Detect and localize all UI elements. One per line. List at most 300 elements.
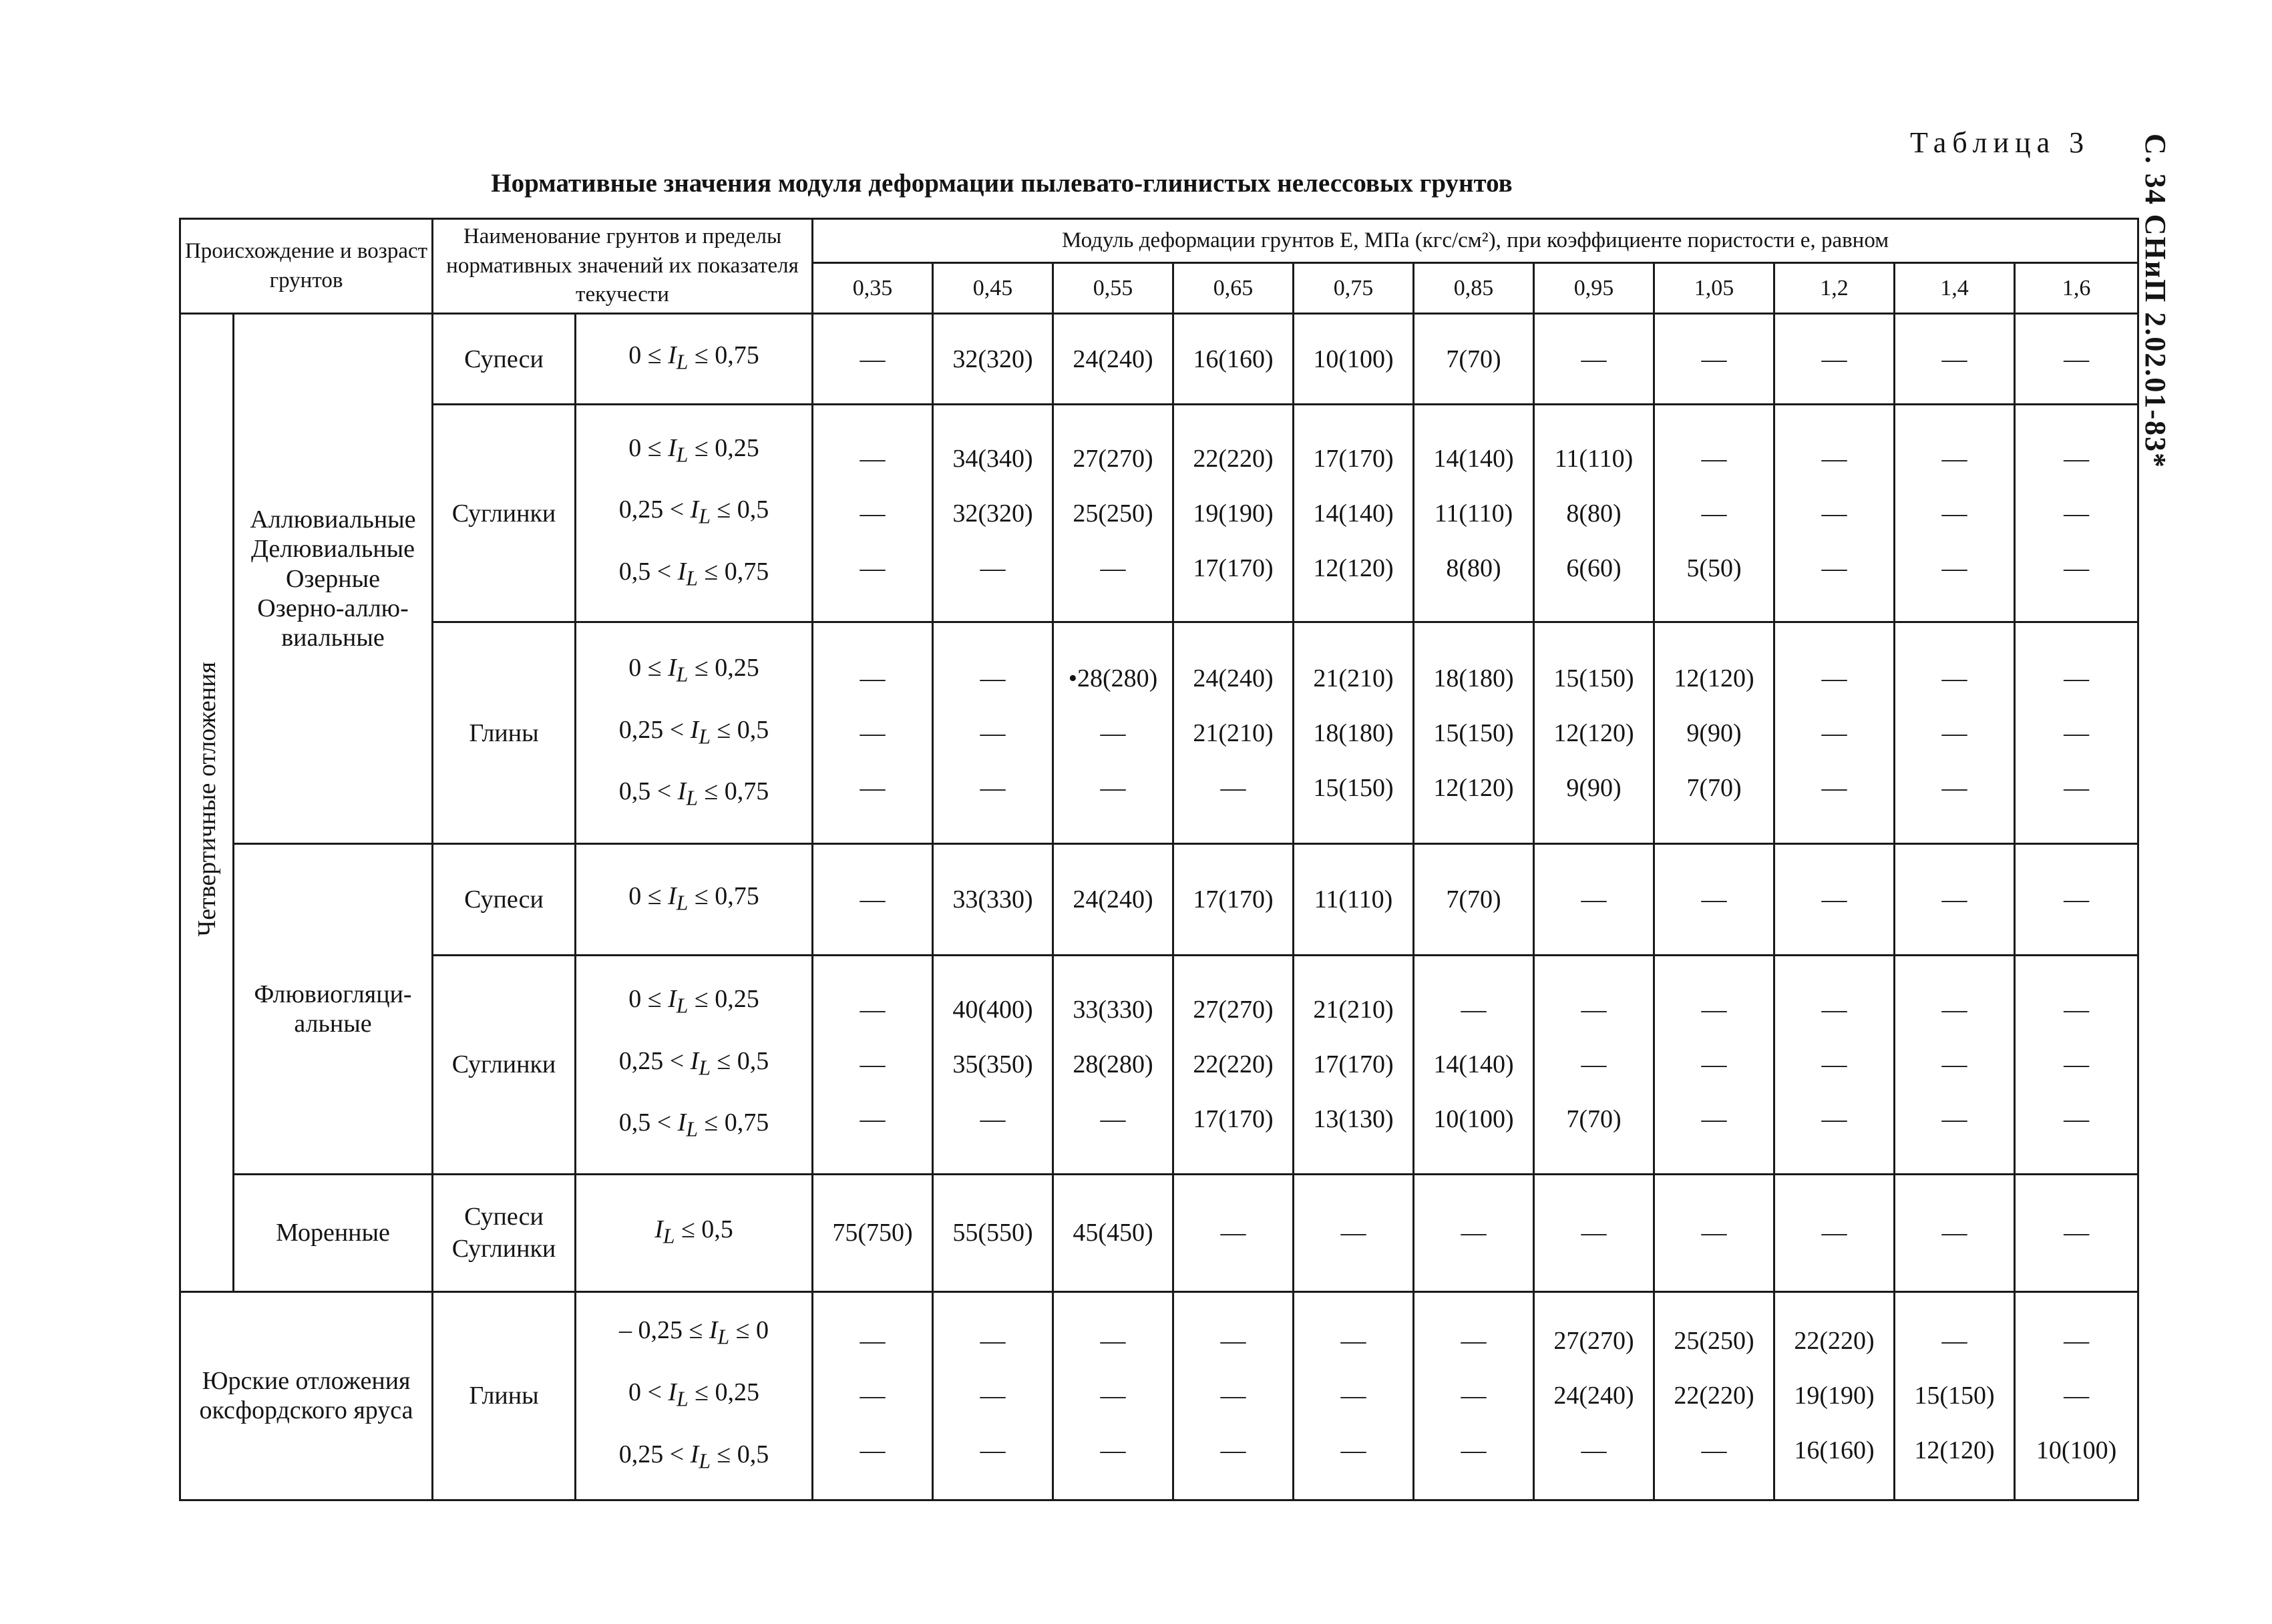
modulus-value-text: 7(70) xyxy=(1446,345,1501,373)
porosity-e-035: 0,35 xyxy=(813,263,933,314)
modulus-value: — xyxy=(1220,1327,1246,1356)
modulus-value-text: — xyxy=(1461,1219,1487,1247)
modulus-value: 27(270) xyxy=(1553,1327,1634,1356)
modulus-value: 5(50) xyxy=(1686,554,1742,582)
modulus-value: 24(240) xyxy=(1553,1382,1634,1410)
modulus-value: 15(150) xyxy=(1914,1382,1995,1410)
soil-name: Суглинки xyxy=(433,405,576,622)
modulus-value: — xyxy=(860,1436,886,1465)
modulus-value: — xyxy=(860,1105,886,1134)
modulus-value xyxy=(1173,314,1294,405)
modulus-value: — xyxy=(1701,1436,1727,1465)
modulus-value: 14(140) xyxy=(1313,499,1394,528)
modulus-value: — xyxy=(1100,1436,1126,1465)
alluvial-line: виальные xyxy=(281,624,385,652)
modulus-value: — xyxy=(980,664,1006,692)
condition-stack xyxy=(576,640,811,826)
modulus-value xyxy=(1774,1174,1895,1291)
modulus-value: 7(70) xyxy=(1566,1105,1622,1134)
condition-suffix: ≤ 0,25 xyxy=(688,1378,760,1407)
liquidity-index-subscript: L xyxy=(686,1118,698,1141)
modulus-value-stack xyxy=(1775,651,1893,815)
alluvial-line: Аллювиальные xyxy=(250,505,416,534)
modulus-value: 12(120) xyxy=(1553,719,1634,747)
alluvial-line: Озерные xyxy=(285,564,381,593)
modulus-value-stack xyxy=(934,431,1052,596)
modulus-value-stack xyxy=(2016,431,2137,596)
modulus-value-text: 7(70) xyxy=(1446,885,1501,914)
liquidity-index-symbol: I xyxy=(690,1440,699,1468)
liquidity-index-symbol: I xyxy=(677,777,687,806)
modulus-value-text: — xyxy=(1701,345,1727,373)
modulus-value-group xyxy=(1534,955,1654,1174)
modulus-value-stack xyxy=(1054,431,1172,596)
group-jurassic xyxy=(180,1291,433,1500)
modulus-value-group xyxy=(1294,1291,1414,1500)
modulus-value: 11(110) xyxy=(1554,444,1634,473)
condition xyxy=(576,1202,811,1264)
porosity-e-14: 1,4 xyxy=(1895,263,2015,314)
modulus-value-group xyxy=(1173,1291,1294,1500)
modulus-value: 7(70) xyxy=(1686,773,1742,802)
modulus-value xyxy=(1895,1174,2015,1291)
modulus-value: 18(180) xyxy=(1433,664,1514,692)
modulus-value: — xyxy=(1701,499,1727,528)
modulus-value-stack xyxy=(1535,982,1653,1147)
modulus-value xyxy=(1294,314,1414,405)
condition xyxy=(576,972,811,1034)
modulus-value-group xyxy=(1414,622,1534,844)
modulus-value-group xyxy=(1534,1291,1654,1500)
porosity-e-085: 0,85 xyxy=(1414,263,1534,314)
modulus-value: 12(120) xyxy=(1433,773,1514,802)
modulus-value: — xyxy=(1461,1327,1487,1356)
modulus-value-text: 11(110) xyxy=(1314,885,1393,914)
modulus-value-stack xyxy=(1775,1313,1893,1478)
condition xyxy=(576,1034,811,1096)
modulus-value: — xyxy=(980,719,1006,747)
soil-name: Глины xyxy=(433,622,576,844)
modulus-value xyxy=(1654,314,1774,405)
row-alluvial-suglinki xyxy=(180,405,2138,622)
modulus-value-group xyxy=(1053,622,1173,844)
condition-suffix: ≤ 0,5 xyxy=(710,1046,769,1075)
modulus-value: 35(350) xyxy=(952,1050,1033,1079)
modulus-value xyxy=(813,844,933,955)
modulus-value: — xyxy=(1581,1436,1607,1465)
modulus-value: 19(190) xyxy=(1193,499,1274,528)
liquidity-index-subscript: L xyxy=(662,1224,675,1248)
condition-prefix: 0,25 < xyxy=(618,495,691,524)
modulus-value: 22(220) xyxy=(1674,1382,1754,1410)
modulus-value-group xyxy=(1294,405,1414,622)
modulus-value-group xyxy=(1895,955,2015,1174)
condition-suffix: ≤ 0,75 xyxy=(697,1108,769,1137)
modulus-value: — xyxy=(1821,996,1847,1024)
modulus-value-stack xyxy=(1535,431,1653,596)
modulus-value-group xyxy=(1895,1291,2015,1500)
modulus-value-group xyxy=(1654,405,1774,622)
modulus-value: — xyxy=(1821,444,1847,473)
modulus-value: — xyxy=(1100,719,1126,747)
modulus-value-text: 24(240) xyxy=(1073,885,1153,914)
condition-suffix: ≤ 0,75 xyxy=(688,341,759,370)
liquidity-index-symbol: I xyxy=(668,653,677,682)
modulus-value-text: — xyxy=(1821,885,1847,914)
modulus-value: 9(90) xyxy=(1686,719,1742,747)
table-title: Нормативные значения модуля деформации пылевато-глинистых нелессовых грунтов xyxy=(491,169,1513,198)
modulus-value-group xyxy=(1774,405,1895,622)
modulus-value-stack xyxy=(1895,431,2014,596)
jurassic-line: Юрские отложения xyxy=(202,1366,411,1395)
condition-prefix: – 0,25 ≤ xyxy=(619,1316,709,1345)
modulus-value-stack xyxy=(1535,1313,1653,1478)
modulus-value xyxy=(2015,844,2138,955)
condition-cell xyxy=(576,405,813,622)
condition-prefix: 0 < xyxy=(628,1378,669,1407)
condition-suffix: ≤ 0,5 xyxy=(675,1215,733,1243)
modulus-value: — xyxy=(2064,1327,2090,1356)
modulus-value: 14(140) xyxy=(1433,1050,1514,1079)
row-alluvial-supesi xyxy=(180,314,2138,405)
modulus-value-group xyxy=(813,1291,933,1500)
liquidity-index-symbol: I xyxy=(668,1378,677,1407)
modulus-value-group xyxy=(1053,955,1173,1174)
condition-prefix: 0 ≤ xyxy=(628,341,669,370)
modulus-value-stack xyxy=(1054,982,1172,1147)
modulus-value xyxy=(1774,314,1895,405)
condition xyxy=(576,328,811,390)
modulus-value xyxy=(933,1174,1053,1291)
condition xyxy=(576,544,811,606)
modulus-value xyxy=(1294,844,1414,955)
modulus-value: 15(150) xyxy=(1313,773,1394,802)
condition-stack xyxy=(576,1303,811,1488)
modulus-value: — xyxy=(980,1382,1006,1410)
modulus-value-stack xyxy=(1895,982,2014,1147)
condition xyxy=(576,702,811,765)
modulus-value-group xyxy=(813,405,933,622)
condition-cell xyxy=(576,844,813,955)
modulus-value xyxy=(1534,1174,1654,1291)
modulus-value: — xyxy=(860,773,886,802)
soil-name-line: Супеси xyxy=(464,1202,544,1231)
modulus-value: — xyxy=(1941,719,1967,747)
condition xyxy=(576,1095,811,1157)
liquidity-index-symbol: I xyxy=(654,1215,663,1243)
modulus-value-text: — xyxy=(1701,885,1727,914)
modulus-value-stack xyxy=(2016,651,2137,815)
fluvio-line: Флювиогляци- xyxy=(254,980,412,1008)
modulus-value-group xyxy=(1654,955,1774,1174)
condition-cell xyxy=(576,1291,813,1500)
modulus-value-group xyxy=(2015,405,2138,622)
modulus-value-group xyxy=(933,405,1053,622)
modulus-value xyxy=(1053,1174,1173,1291)
modulus-value-text: 55(550) xyxy=(952,1219,1033,1247)
modulus-value: 12(120) xyxy=(1914,1436,1995,1465)
modulus-value: — xyxy=(1461,1436,1487,1465)
modulus-value: 19(190) xyxy=(1794,1382,1875,1410)
modulus-value-text: 16(160) xyxy=(1193,345,1274,373)
modulus-value-text: 24(240) xyxy=(1073,345,1153,373)
condition-suffix: ≤ 0,75 xyxy=(697,777,769,806)
condition xyxy=(576,482,811,544)
modulus-value-group xyxy=(1053,405,1173,622)
condition-suffix: ≤ 0,25 xyxy=(688,653,759,682)
modulus-value: — xyxy=(1220,1436,1246,1465)
modulus-value: — xyxy=(2064,719,2090,747)
modulus-value: — xyxy=(1941,996,1967,1024)
modulus-value: — xyxy=(1821,773,1847,802)
row-alluvial-gliny xyxy=(180,622,2138,844)
modulus-value-stack xyxy=(1054,1313,1172,1478)
modulus-value: — xyxy=(2064,1382,2090,1410)
modulus-value: — xyxy=(1461,1382,1487,1410)
modulus-value-text: 17(170) xyxy=(1193,885,1274,914)
modulus-value: 27(270) xyxy=(1193,996,1274,1024)
row-jurassic-gliny xyxy=(180,1291,2138,1500)
modulus-value-group xyxy=(1414,405,1534,622)
modulus-value: 8(80) xyxy=(1446,554,1501,582)
modulus-value: 8(80) xyxy=(1566,499,1622,528)
modulus-value xyxy=(1895,314,2015,405)
modulus-value-stack xyxy=(1174,431,1292,596)
modulus-value: — xyxy=(2064,554,2090,582)
condition-suffix: ≤ 0,25 xyxy=(688,985,759,1014)
modulus-value: — xyxy=(1941,773,1967,802)
modulus-value-group xyxy=(1534,622,1654,844)
liquidity-index-subscript: L xyxy=(676,662,689,686)
header-origin: Происхождение и возраст грунтов xyxy=(180,219,433,314)
modulus-value-stack xyxy=(1414,1313,1533,1478)
modulus-value-stack xyxy=(1414,431,1533,596)
modulus-value xyxy=(813,314,933,405)
modulus-value: — xyxy=(1340,1382,1366,1410)
modulus-value-text: — xyxy=(1701,1219,1727,1247)
modulus-value-group xyxy=(1895,622,2015,844)
modulus-value-text: 75(750) xyxy=(832,1219,913,1247)
modulus-value: 13(130) xyxy=(1313,1105,1394,1134)
condition-prefix: 0,25 < xyxy=(618,1046,691,1075)
condition xyxy=(576,421,811,483)
table-number-label: Таблица 3 xyxy=(1910,126,2090,159)
modulus-value: — xyxy=(1100,1105,1126,1134)
modulus-value xyxy=(1294,1174,1414,1291)
modulus-value: — xyxy=(860,719,886,747)
porosity-e-065: 0,65 xyxy=(1173,263,1294,314)
modulus-value xyxy=(1173,844,1294,955)
modulus-value: 17(170) xyxy=(1193,554,1274,582)
liquidity-index-symbol: I xyxy=(690,715,699,744)
modulus-value xyxy=(1414,314,1534,405)
jurassic-line: оксфордского яруса xyxy=(199,1396,413,1425)
modulus-value: — xyxy=(1581,1050,1607,1079)
modulus-value-text: 10(100) xyxy=(1313,345,1394,373)
modulus-value: — xyxy=(860,664,886,692)
modulus-value-stack xyxy=(813,982,932,1147)
modulus-value: — xyxy=(860,1382,886,1410)
modulus-value-group xyxy=(933,955,1053,1174)
modulus-value-group xyxy=(1654,1291,1774,1500)
group-fluvioglacial xyxy=(234,844,433,1174)
quaternary-label: Четвертичные отложения xyxy=(192,662,221,937)
modulus-value-group xyxy=(1414,1291,1534,1500)
liquidity-index-subscript: L xyxy=(686,566,698,590)
modulus-value: — xyxy=(2064,499,2090,528)
modulus-value-group xyxy=(1774,622,1895,844)
modulus-value: •28(280) xyxy=(1068,664,1158,692)
liquidity-index-symbol: I xyxy=(690,495,699,524)
modulus-value-stack xyxy=(1414,982,1533,1147)
condition-suffix: ≤ 0,5 xyxy=(710,715,769,744)
modulus-value xyxy=(1654,1174,1774,1291)
liquidity-index-symbol: I xyxy=(690,1046,699,1075)
condition xyxy=(576,1427,811,1489)
modulus-value xyxy=(1774,844,1895,955)
modulus-value: — xyxy=(1941,1050,1967,1079)
condition-cell xyxy=(576,955,813,1174)
condition xyxy=(576,764,811,826)
modulus-value: — xyxy=(860,996,886,1024)
modulus-value xyxy=(1053,844,1173,955)
modulus-value: — xyxy=(1701,444,1727,473)
porosity-e-075: 0,75 xyxy=(1294,263,1414,314)
modulus-value: — xyxy=(1220,773,1246,802)
modulus-value: — xyxy=(1941,664,1967,692)
fluvio-line: альные xyxy=(294,1010,372,1038)
modulus-value-text: — xyxy=(860,885,886,914)
liquidity-index-subscript: L xyxy=(686,786,698,810)
modulus-value: 12(120) xyxy=(1313,554,1394,582)
condition-prefix: 0,25 < xyxy=(618,1440,691,1468)
modulus-value-group xyxy=(1173,955,1294,1174)
modulus-value: — xyxy=(1821,664,1847,692)
modulus-value: — xyxy=(1941,499,1967,528)
soil-name: Супеси xyxy=(433,844,576,955)
liquidity-index-symbol: I xyxy=(668,881,677,910)
liquidity-index-symbol: I xyxy=(668,985,677,1014)
soil-name xyxy=(433,1174,576,1291)
modulus-value-group xyxy=(933,1291,1053,1500)
modulus-value: 34(340) xyxy=(952,444,1033,473)
soil-name: Глины xyxy=(433,1291,576,1500)
modulus-value: 22(220) xyxy=(1193,1050,1274,1079)
modulus-value-stack xyxy=(1775,982,1893,1147)
condition-prefix: 0 ≤ xyxy=(628,881,669,910)
modulus-value-stack xyxy=(1655,651,1773,815)
modulus-value-stack xyxy=(813,651,932,815)
modulus-value: — xyxy=(1821,554,1847,582)
modulus-value xyxy=(1414,844,1534,955)
modulus-value xyxy=(1053,314,1173,405)
modulus-value: — xyxy=(1461,996,1487,1024)
modulus-value: — xyxy=(1821,1105,1847,1134)
modulus-value: 25(250) xyxy=(1674,1327,1754,1356)
header-modulus: Модуль деформации грунтов E, МПа (кгс/см²), при коэффициенте пористости e, равном xyxy=(813,219,2138,263)
modulus-value: — xyxy=(1941,554,1967,582)
modulus-value-group xyxy=(1774,955,1895,1174)
modulus-value xyxy=(1534,844,1654,955)
modulus-value-text: — xyxy=(1821,1219,1847,1247)
modulus-value: — xyxy=(980,1436,1006,1465)
page-reference-text: С. 34 СНиП 2.02.01-83* xyxy=(2139,134,2172,469)
modulus-value-text: — xyxy=(860,345,886,373)
row-fluvio-suglinki xyxy=(180,955,2138,1174)
modulus-value: — xyxy=(1100,1327,1126,1356)
modulus-value: — xyxy=(1821,499,1847,528)
modulus-value-stack xyxy=(1294,431,1412,596)
modulus-value: 9(90) xyxy=(1566,773,1622,802)
modulus-value-stack xyxy=(1775,431,1893,596)
condition-cell xyxy=(576,622,813,844)
condition xyxy=(576,640,811,702)
modulus-value: — xyxy=(1701,1105,1727,1134)
modulus-value: 21(210) xyxy=(1313,664,1394,692)
modulus-value-group xyxy=(1414,955,1534,1174)
modulus-value-text: — xyxy=(1340,1219,1366,1247)
modulus-value: — xyxy=(860,1327,886,1356)
modulus-value-stack xyxy=(1895,1313,2014,1478)
modulus-value: — xyxy=(1701,996,1727,1024)
modulus-value: — xyxy=(1100,773,1126,802)
modulus-value xyxy=(2015,1174,2138,1291)
condition-suffix: ≤ 0 xyxy=(729,1316,769,1345)
modulus-value: 33(330) xyxy=(1073,996,1153,1024)
modulus-value xyxy=(2015,314,2138,405)
liquidity-index-subscript: L xyxy=(676,350,689,374)
modulus-value-text: — xyxy=(1220,1219,1246,1247)
modulus-value: 15(150) xyxy=(1553,664,1634,692)
modulus-value: — xyxy=(860,554,886,582)
porosity-e-095: 0,95 xyxy=(1534,263,1654,314)
modulus-value: — xyxy=(1340,1436,1366,1465)
modulus-value xyxy=(933,844,1053,955)
porosity-e-055: 0,55 xyxy=(1053,263,1173,314)
modulus-value-text: — xyxy=(1581,885,1607,914)
modulus-value: 6(60) xyxy=(1566,554,1622,582)
modulus-value xyxy=(813,1174,933,1291)
modulus-value: — xyxy=(2064,773,2090,802)
condition-prefix: 0,5 < xyxy=(618,1108,678,1137)
modulus-value-group xyxy=(1173,622,1294,844)
condition-cell xyxy=(576,314,813,405)
liquidity-index-symbol: I xyxy=(677,558,687,586)
modulus-value-group xyxy=(813,955,933,1174)
modulus-value: 12(120) xyxy=(1674,664,1754,692)
modulus-value: — xyxy=(2064,664,2090,692)
modulus-value xyxy=(1173,1174,1294,1291)
modulus-value: 40(400) xyxy=(952,996,1033,1024)
modulus-value: — xyxy=(860,499,886,528)
group-alluvial xyxy=(234,314,433,844)
liquidity-index-subscript: L xyxy=(676,891,689,915)
modulus-value-stack xyxy=(1294,982,1412,1147)
modulus-value xyxy=(1414,1174,1534,1291)
condition xyxy=(576,869,811,931)
liquidity-index-symbol: I xyxy=(668,341,677,370)
condition-prefix: 0 ≤ xyxy=(628,985,669,1014)
modulus-value-stack xyxy=(1655,1313,1773,1478)
modulus-value xyxy=(1654,844,1774,955)
modulus-value: 22(220) xyxy=(1794,1327,1875,1356)
group-moraine: Моренные xyxy=(234,1174,433,1291)
modulus-value: — xyxy=(1821,1050,1847,1079)
modulus-value: — xyxy=(860,1050,886,1079)
modulus-value-group xyxy=(1895,405,2015,622)
modulus-value: 18(180) xyxy=(1313,719,1394,747)
condition-stack xyxy=(576,421,811,606)
